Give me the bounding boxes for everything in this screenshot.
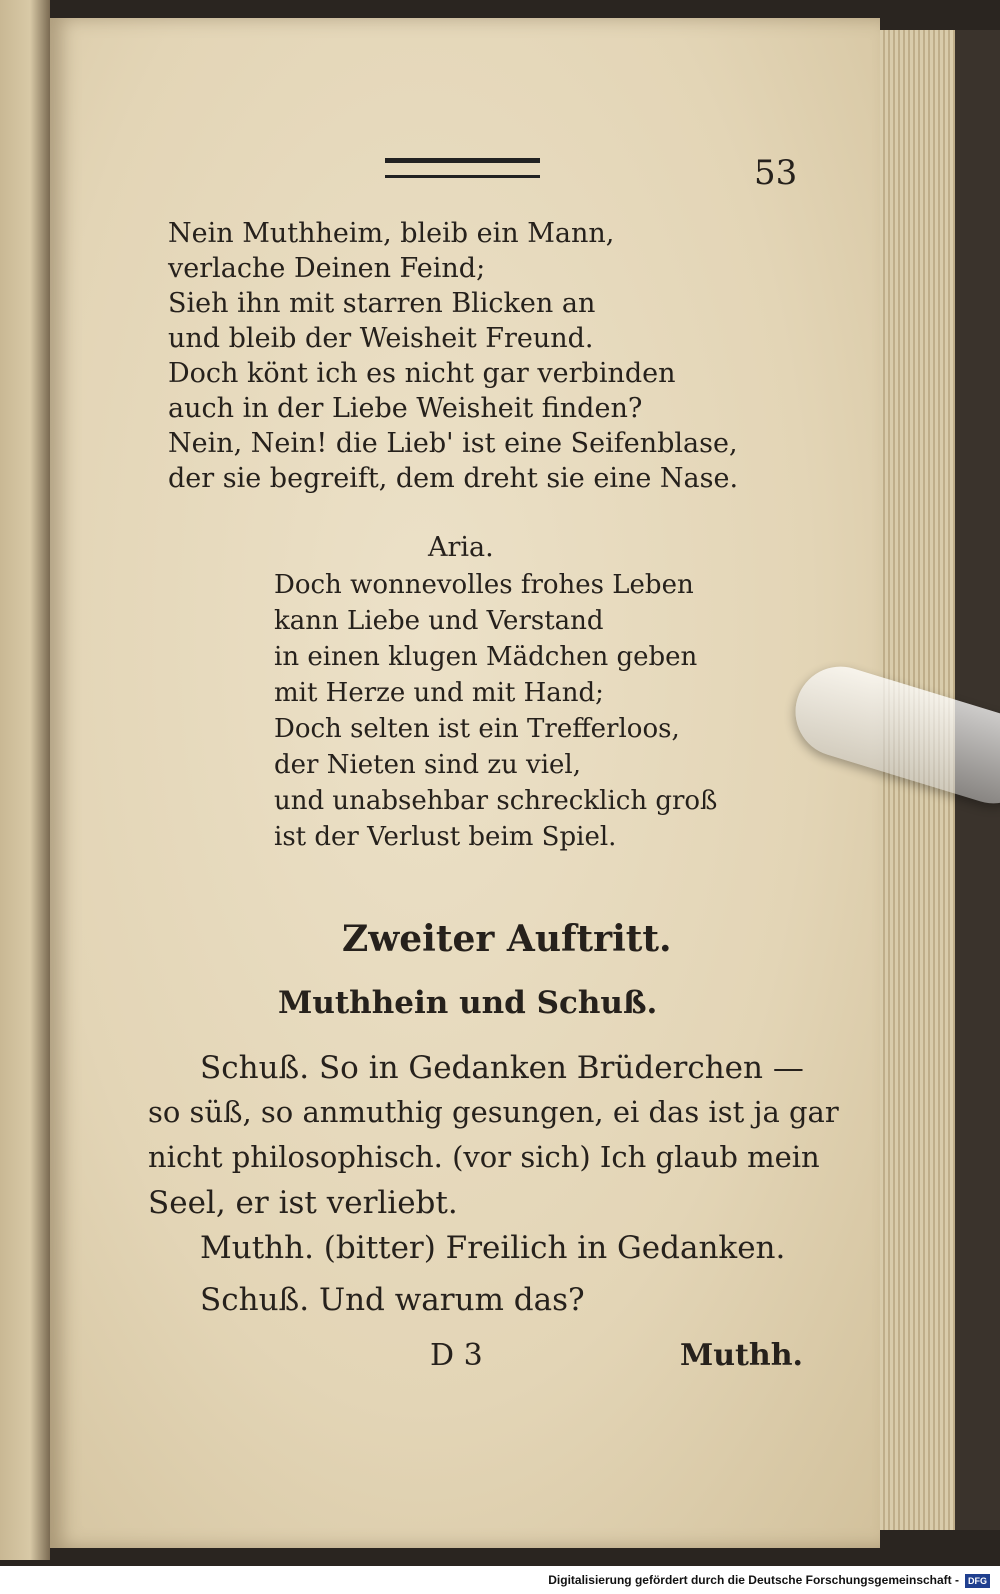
page-number: 53 <box>754 153 798 193</box>
aria-line: und unabsehbar schrecklich groß <box>274 786 718 816</box>
header-rule <box>385 158 540 178</box>
verse-line: Nein Muthheim, bleib ein Mann, <box>168 218 615 249</box>
aria-line: Doch wonnevolles frohes Leben <box>274 570 694 600</box>
signature-mark: D 3 <box>430 1338 483 1373</box>
aria-line: ist der Verlust beim Spiel. <box>274 822 617 852</box>
verse-line: verlache Deinen Feind; <box>168 253 486 284</box>
verse-line: Nein, Nein! die Lieb' ist eine Seifenblase, <box>168 428 738 459</box>
verse-line: und bleib der Weisheit Freund. <box>168 323 594 354</box>
aria-heading: Aria. <box>428 532 494 563</box>
verse-line: Sieh ihn mit starren Blicken an <box>168 288 596 319</box>
dialogue-line: Muthh. (bitter) Freilich in Gedanken. <box>200 1230 786 1266</box>
dialogue-line: Seel, er ist verliebt. <box>148 1185 458 1221</box>
aria-line: kann Liebe und Verstand <box>274 606 604 636</box>
dialogue-line: so süß, so anmuthig gesungen, ei das ist ja gar <box>148 1095 839 1129</box>
facing-page-edge <box>0 0 50 1560</box>
aria-line: Doch selten ist ein Trefferloos, <box>274 714 680 744</box>
digitization-footer <box>0 1566 1000 1594</box>
catchword: Muthh. <box>680 1338 803 1373</box>
dialogue-line: Schuß. Und warum das? <box>200 1282 585 1318</box>
aria-line: in einen klugen Mädchen geben <box>274 642 698 672</box>
dfg-logo: DFG <box>965 1574 990 1588</box>
scene-title: Zweiter Auftritt. <box>342 918 672 960</box>
verse-line: Doch könt ich es nicht gar verbinden <box>168 358 676 389</box>
dialogue-line: nicht philosophisch. (vor sich) Ich glaub mein <box>148 1140 820 1174</box>
footer-text: Digitalisierung gefördert durch die Deutsche Forschungsgemeinschaft - <box>548 1573 959 1587</box>
aria-line: der Nieten sind zu viel, <box>274 750 582 780</box>
cast-list: Muthhein und Schuß. <box>278 985 658 1021</box>
verse-line: auch in der Liebe Weisheit finden? <box>168 393 643 424</box>
dialogue-line: Schuß. So in Gedanken Brüderchen — <box>200 1050 804 1086</box>
aria-line: mit Herze und mit Hand; <box>274 678 604 708</box>
verse-line: der sie begreift, dem dreht sie eine Nase. <box>168 463 739 494</box>
